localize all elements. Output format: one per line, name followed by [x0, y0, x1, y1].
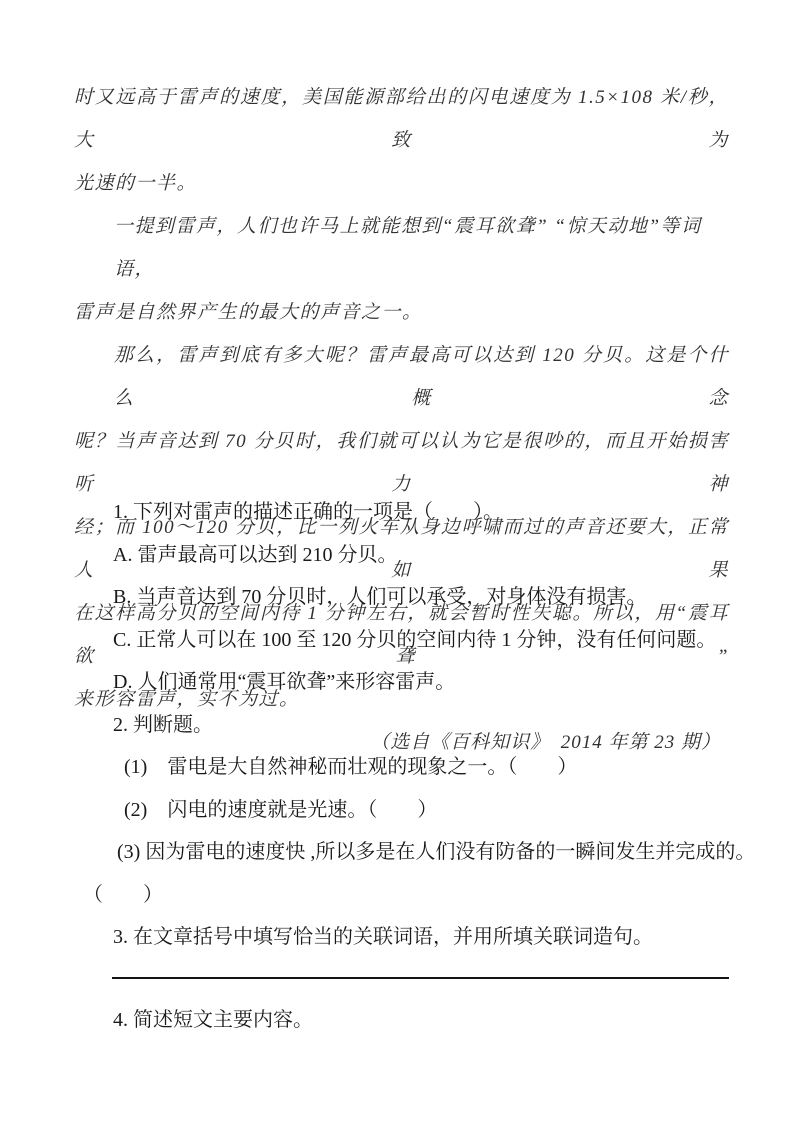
- question-4: 4. 简述短文主要内容。: [113, 1009, 313, 1031]
- judgement-item-1: (1) 雷电是大自然神秘而壮观的现象之一。（ ）: [124, 756, 578, 778]
- question-1-option-a: A. 雷声最高可以达到 210 分贝。: [113, 543, 398, 566]
- question-2: 2. 判断题。: [113, 713, 213, 736]
- passage-line-4: 雷声是自然界产生的最大的声音之一。: [74, 302, 423, 323]
- passage-line-2: 光速的一半。: [74, 173, 198, 194]
- question-1: 1. 下列对雷声的描述正确的一项是（ ）。: [113, 501, 503, 523]
- questions-section: [83, 491, 756, 959]
- source-citation: （选自《百科知识》 2014 年第 23 期）: [370, 732, 721, 753]
- question-1-option-d: D. 人们通常用“震耳欲聋”来形容雷声。: [113, 671, 456, 693]
- answer-rule-line: [112, 977, 729, 979]
- passage-line-6: 呢？当声音达到 70 分贝时，我们就可以认为它是很吵的，而且开始损害听力神: [74, 431, 729, 495]
- question-3: 3. 在文章括号中填写恰当的关联词语，并用所填关联词造句。: [113, 926, 653, 948]
- passage-line-1: 时又远高于雷声的速度，美国能源部给出的闪电速度为 1.5×108 米/秒，大致为: [74, 87, 729, 151]
- judgement-item-3: (3) 因为雷电的速度快 ,所以多是在人们没有防备的一瞬间发生并完成的。: [117, 841, 756, 863]
- question-1-option-b: B. 当声音达到 70 分贝时，人们可以承受，对身体没有损害。: [113, 586, 647, 608]
- passage-line-3: 一提到雷声，人们也许马上就能想到“震耳欲聋” “惊天动地”等词语，: [114, 216, 702, 280]
- passage-line-8: 在这样高分贝的空间内待 1 分钟左右，就会暂时性失聪。所以，用“震耳欲聋”: [74, 603, 729, 667]
- judgement-item-3-answer-blank: （ ）: [83, 883, 163, 906]
- passage-line-5: 那么，雷声到底有多大呢？雷声最高可以达到 120 分贝。这是个什么概念: [114, 345, 729, 409]
- question-1-option-c: C. 正常人可以在 100 至 120 分贝的空间内待 1 分钟，没有任何问题。: [113, 628, 717, 651]
- passage-line-9: 来形容雷声，实不为过。: [74, 689, 300, 710]
- judgement-item-2: (2) 闪电的速度就是光速。（ ）: [124, 798, 438, 821]
- passage-line-7: 经；而 100～120 分贝，比一列火车从身边呼啸而过的声音还要大，正常人如果: [74, 517, 729, 581]
